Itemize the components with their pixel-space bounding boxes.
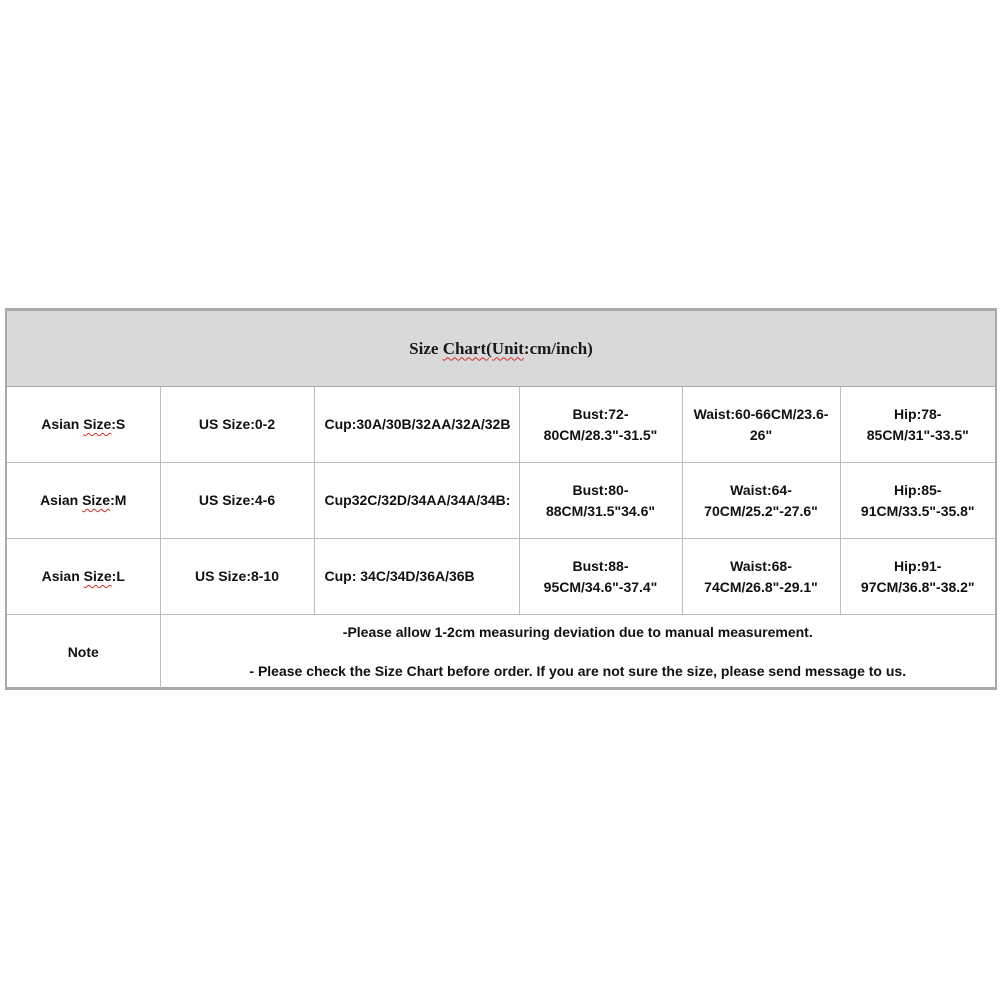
size-chart-table (5, 308, 997, 690)
bust-cell: Bust:72-80CM/28.3"-31.5" (519, 387, 682, 463)
asian-size-underlined: Size (83, 416, 112, 432)
asian-size-prefix: Asian (40, 492, 83, 508)
asian-size-prefix: Asian (41, 416, 84, 432)
waist-cell: Waist:60-66CM/23.6-26" (682, 387, 840, 463)
us-size-cell: US Size:4-6 (160, 463, 314, 539)
asian-size-underlined: Size (83, 568, 112, 584)
table-row (7, 539, 995, 615)
us-size-cell: US Size:0-2 (160, 387, 314, 463)
bust-cell: Bust:88-95CM/34.6"-37.4" (519, 539, 682, 615)
table-row (7, 463, 995, 539)
us-size-cell: US Size:8-10 (160, 539, 314, 615)
asian-size-suffix: :L (111, 568, 125, 584)
size-chart-title (409, 339, 593, 359)
bust-cell: Bust:80-88CM/31.5"34.6" (519, 463, 682, 539)
asian-size-prefix: Asian (41, 568, 84, 584)
note-label: Note (7, 615, 160, 690)
asian-size-cell (7, 387, 160, 463)
note-line-1: -Please allow 1-2cm measuring deviation due to manual measurement. (342, 624, 813, 640)
title-prefix: Size (409, 338, 443, 358)
hip-cell: Hip:91-97CM/36.8"-38.2" (840, 539, 995, 615)
asian-size-suffix: :M (110, 492, 127, 508)
size-chart-header (7, 311, 995, 387)
cup-cell: Cup: 34C/34D/36A/36B (314, 539, 519, 615)
table-row (7, 387, 995, 463)
hip-cell: Hip:78-85CM/31"-33.5" (840, 387, 995, 463)
cup-cell: Cup:30A/30B/32AA/32A/32B (314, 387, 519, 463)
title-suffix: :cm/inch) (523, 338, 593, 358)
note-text (160, 615, 995, 690)
asian-size-underlined: Size (82, 492, 111, 508)
asian-size-suffix: :S (111, 416, 126, 432)
title-underlined: Chart(Unit (442, 338, 524, 358)
asian-size-cell (7, 539, 160, 615)
asian-size-cell (7, 463, 160, 539)
waist-cell: Waist:64-70CM/25.2"-27.6" (682, 463, 840, 539)
hip-cell: Hip:85-91CM/33.5"-35.8" (840, 463, 995, 539)
cup-cell: Cup32C/32D/34AA/34A/34B: (314, 463, 519, 539)
waist-cell: Waist:68-74CM/26.8"-29.1" (682, 539, 840, 615)
size-table (7, 387, 995, 689)
note-line-2: - Please check the Size Chart before order. If you are not sure the size, please send message to us. (249, 663, 907, 679)
note-row (7, 615, 995, 690)
